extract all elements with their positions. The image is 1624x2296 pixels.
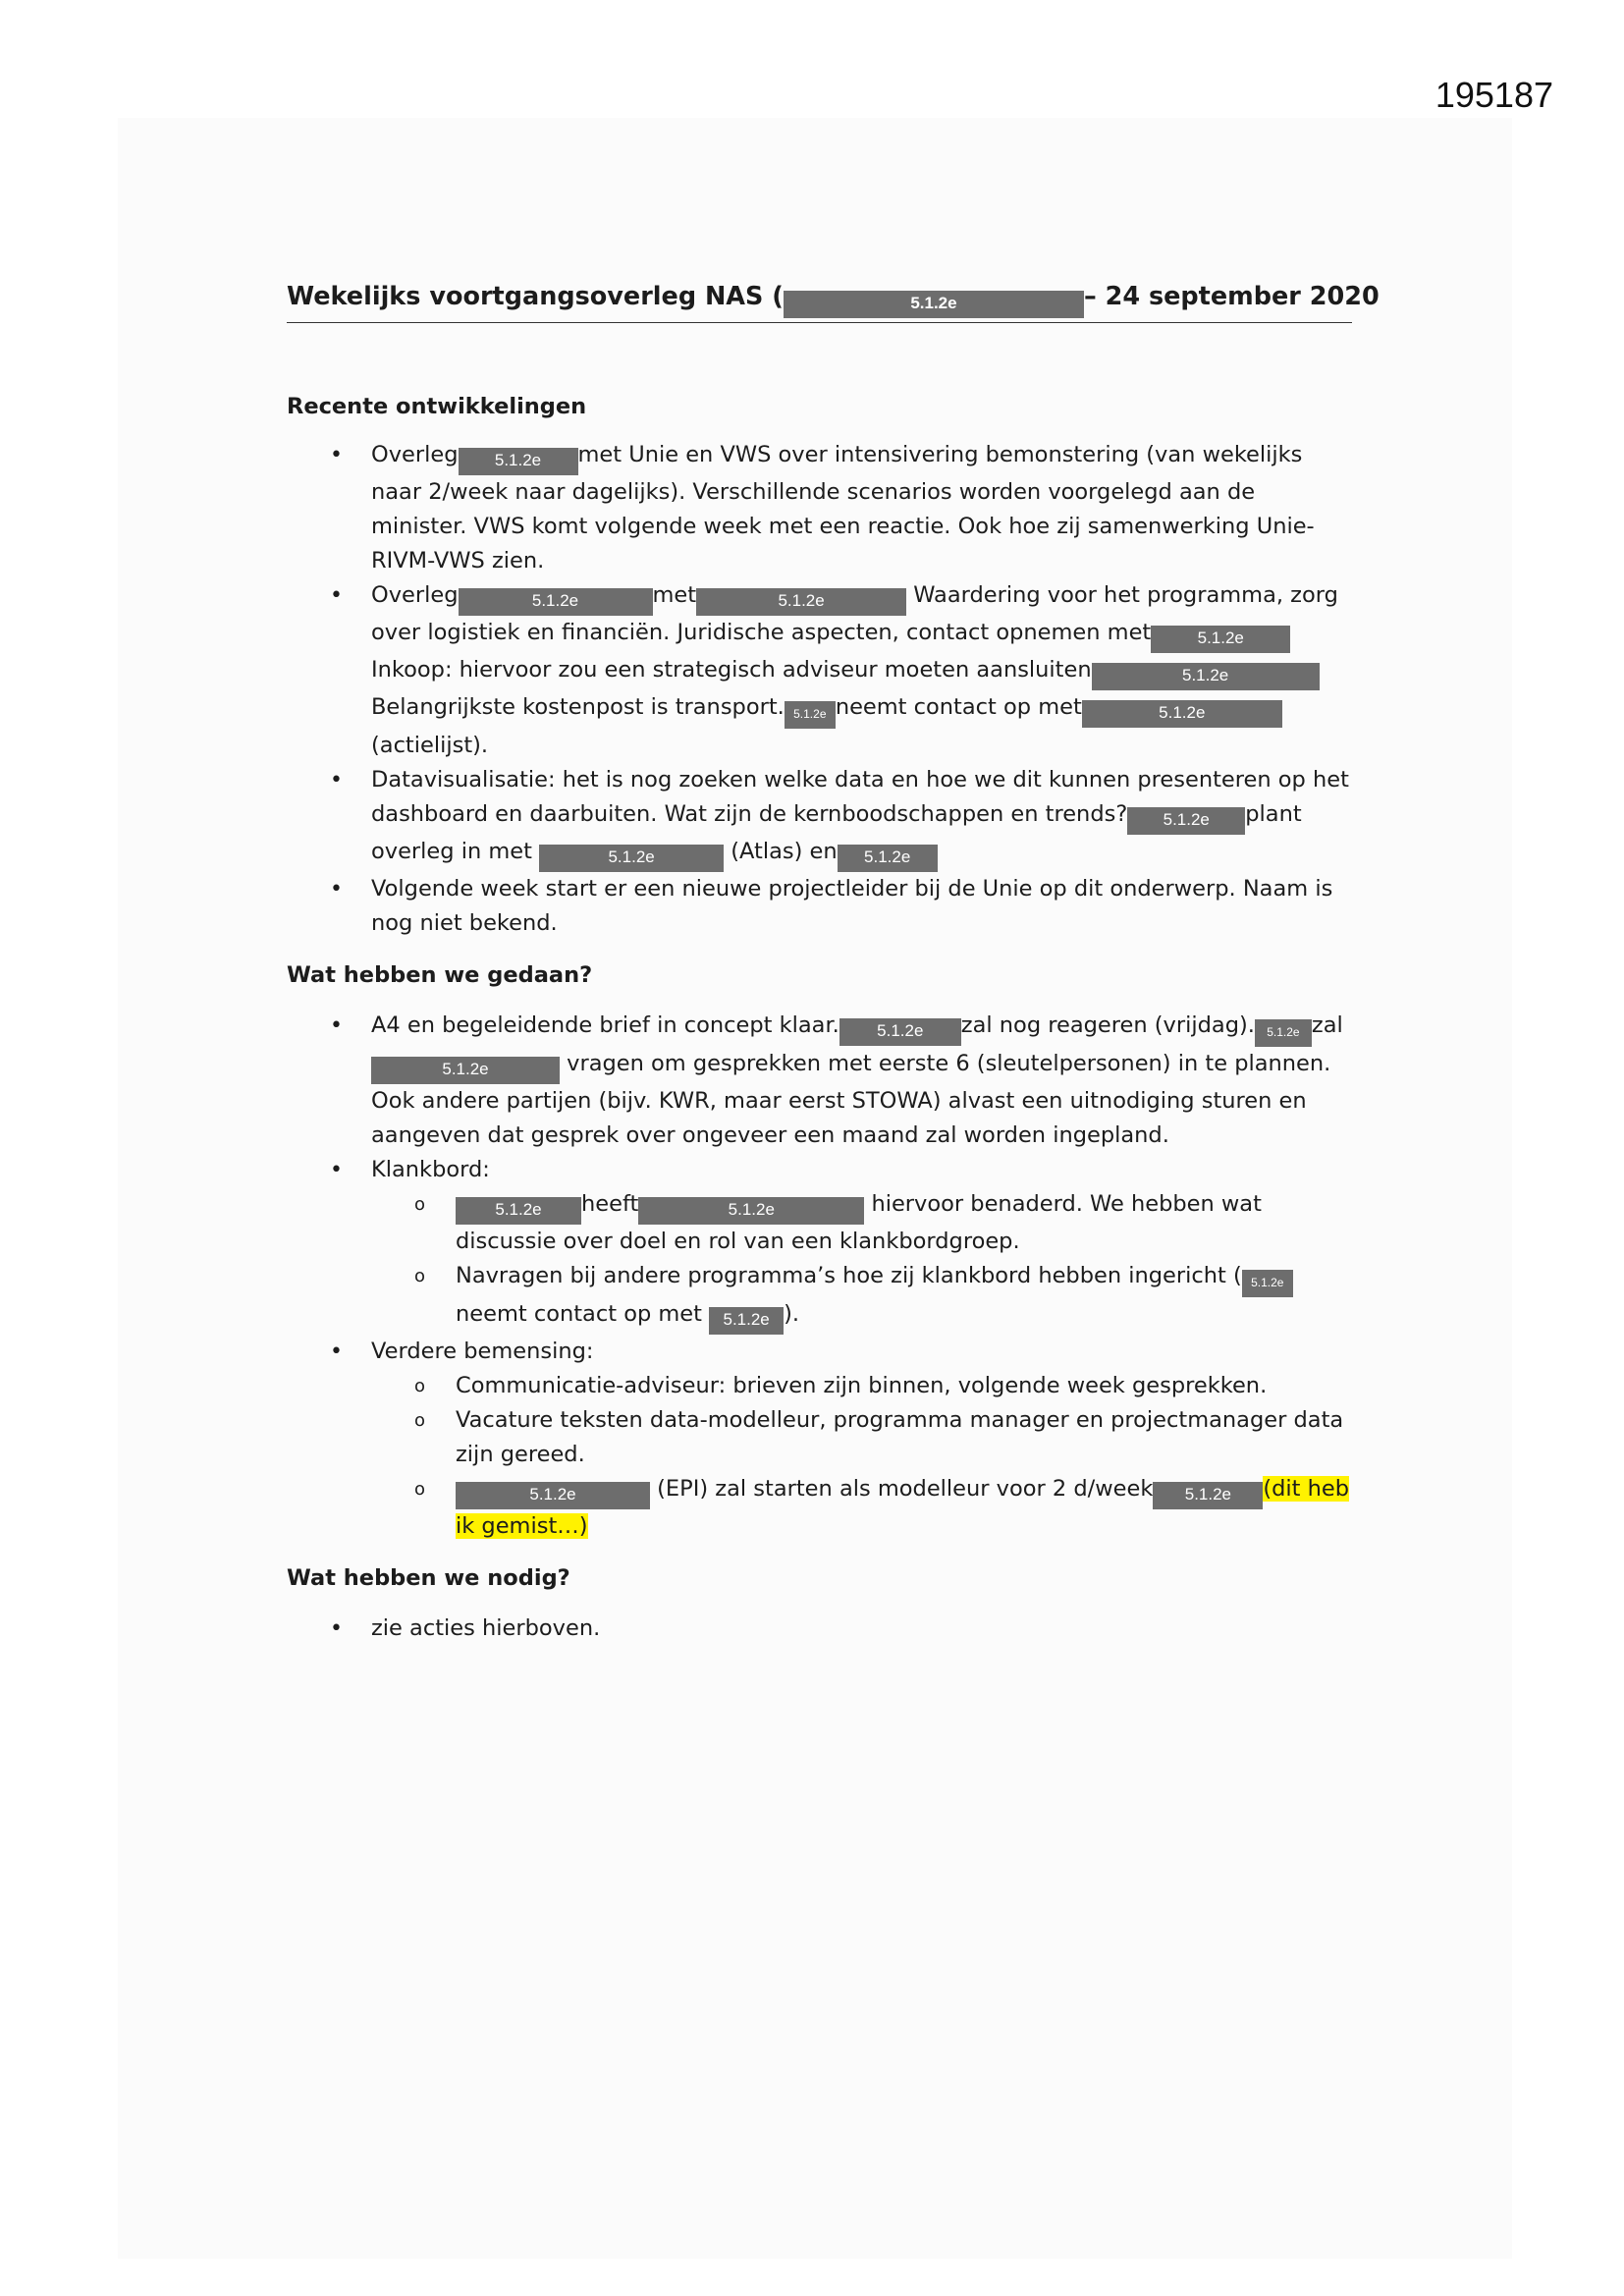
needs-list (287, 1612, 1352, 1646)
redaction-box: 5.1.2e (459, 588, 653, 616)
list-item (287, 1335, 1352, 1544)
redaction-box: 5.1.2e (371, 1057, 560, 1084)
text: (EPI) zal starten als modelleur voor 2 d/week (650, 1476, 1154, 1502)
section-heading-recent: Recente ontwikkelingen (287, 394, 587, 419)
text: A4 en begeleidende brief in concept klaar. (371, 1012, 839, 1038)
text: Volgende week start er een nieuwe projectleider bij de Unie op dit onderwerp. Naam is nog niet bekend. (371, 876, 1333, 936)
redaction-box: 5.1.2e (638, 1197, 864, 1225)
list-item (287, 1009, 1352, 1153)
text: Vacature teksten data-modelleur, programma manager en projectmanager data zijn gereed. (456, 1407, 1344, 1467)
document-body (287, 277, 1380, 1646)
document-number: 195187 (1435, 75, 1553, 115)
redaction-box: 5.1.2e (785, 701, 836, 729)
text: vragen om gesprekken met eerste 6 (sleutelpersonen) in te plannen. Ook andere partijen (bijv. KWR, maar eerst STOWA) alvast een uitnodiging sturen en aangeven dat gesprek over ongeveer een maand zal worden ingepland. (371, 1051, 1331, 1148)
text: hiervoor benaderd. We hebben wat discussie over doel en rol van een klankbordgroep. (456, 1191, 1262, 1254)
text: Overleg (371, 582, 459, 608)
list-item (287, 578, 1352, 763)
list-item (371, 1259, 1352, 1335)
list-item (287, 1153, 1352, 1335)
done-list (287, 1009, 1352, 1544)
section-heading-done: Wat hebben we gedaan? (287, 962, 593, 988)
redaction-box: 5.1.2e (784, 291, 1084, 318)
title-text-start: Wekelijks voortgangsoverleg NAS ( (287, 282, 784, 311)
text: Navragen bij andere programma’s hoe zij klankbord hebben ingericht ( (456, 1263, 1242, 1288)
redaction-box: 5.1.2e (456, 1482, 650, 1509)
redaction-box: 5.1.2e (459, 448, 578, 475)
text: zal (1311, 1012, 1343, 1038)
list-item (287, 1612, 1352, 1646)
text: zie acties hierboven. (371, 1615, 601, 1641)
text: Verdere bemensing: (371, 1339, 594, 1364)
redaction-box: 5.1.2e (838, 845, 938, 872)
text: Waardering voor het programma, zorg over logistiek en financiën. Juridische aspecten, contact opnemen met (371, 582, 1338, 645)
text: (actielijst). (371, 733, 489, 758)
page-title (287, 277, 1380, 323)
redaction-box: 5.1.2e (1151, 626, 1290, 653)
redaction-box: 5.1.2e (696, 588, 906, 616)
redaction-box: 5.1.2e (1242, 1270, 1293, 1297)
redaction-box: 5.1.2e (1255, 1019, 1312, 1047)
text: Belangrijkste kostenpost is transport. (371, 694, 785, 720)
redaction-box: 5.1.2e (456, 1197, 581, 1225)
list-item (371, 1187, 1352, 1259)
list-item (371, 1403, 1352, 1472)
redaction-box: 5.1.2e (1092, 663, 1320, 690)
recent-list (287, 438, 1352, 941)
text: heeft (581, 1191, 639, 1217)
text: Overleg (371, 442, 459, 467)
section-heading-needs: Wat hebben we nodig? (287, 1565, 570, 1591)
text: ). (784, 1301, 800, 1327)
redaction-box: 5.1.2e (539, 845, 724, 872)
title-text-end: – 24 september 2020 (1083, 282, 1380, 311)
text: Klankbord: (371, 1157, 490, 1182)
text: zal nog reageren (vrijdag). (960, 1012, 1255, 1038)
redaction-box: 5.1.2e (1127, 807, 1245, 835)
list-item (287, 872, 1352, 941)
text: Inkoop: hiervoor zou een strategisch adviseur moeten aansluiten (371, 657, 1092, 683)
list-item (287, 438, 1352, 578)
text: met (652, 582, 697, 608)
list-item (371, 1369, 1352, 1403)
text: Communicatie-adviseur: brieven zijn binnen, volgende week gesprekken. (456, 1373, 1268, 1398)
list-item (371, 1472, 1352, 1544)
redaction-box: 5.1.2e (1082, 700, 1282, 728)
text: met Unie en VWS over intensivering bemonstering (van wekelijks naar 2/week naar dagelijks). Verschillende scenarios worden voorgelegd aan de minister. VWS komt volgende week met een reactie. Ook hoe zij samenwerking Unie-RIVM-VWS zien. (371, 442, 1315, 574)
sublist (371, 1369, 1352, 1544)
redaction-box: 5.1.2e (839, 1018, 961, 1046)
text: Datavisualisatie: het is nog zoeken welke data en hoe we dit kunnen presenteren op het dashboard en daarbuiten. Wat zijn de kernboodschappen en trends? (371, 767, 1349, 827)
list-item (287, 763, 1352, 872)
text: (Atlas) en (724, 839, 838, 864)
text: plant overleg in met (371, 801, 1302, 864)
redaction-box: 5.1.2e (709, 1307, 784, 1335)
sublist (371, 1187, 1352, 1335)
redaction-box: 5.1.2e (1153, 1482, 1263, 1509)
text: neemt contact op met (835, 694, 1082, 720)
highlighted-text: (dit heb ik gemist…) (456, 1476, 1350, 1539)
text: neemt contact op met (456, 1301, 710, 1327)
